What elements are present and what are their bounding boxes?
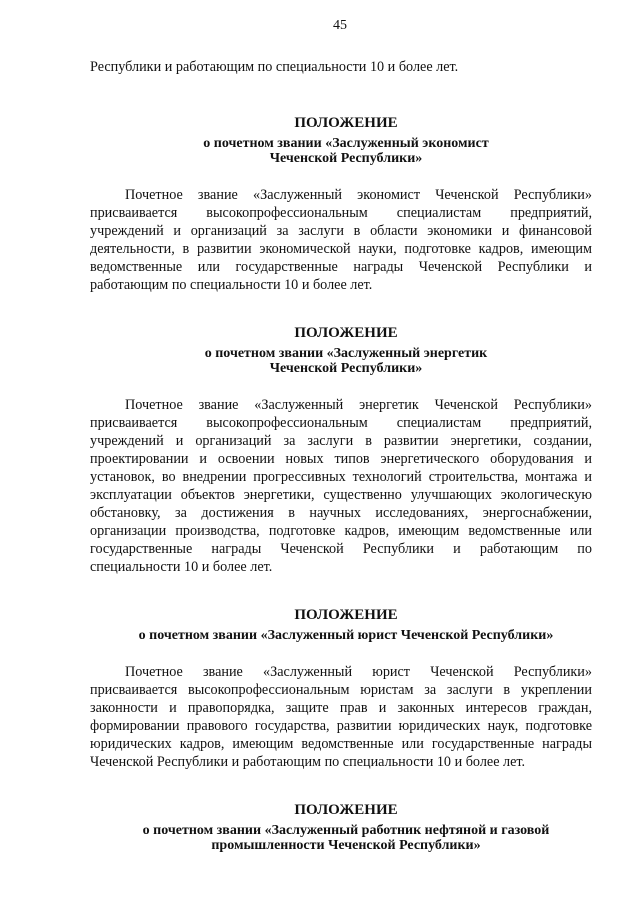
document-content xyxy=(90,58,592,883)
section-heading: ПОЛОЖЕНИЕ xyxy=(294,802,398,818)
page-number: 45 xyxy=(333,18,347,33)
section-energetic xyxy=(90,324,592,576)
section-heading: ПОЛОЖЕНИЕ xyxy=(294,325,398,341)
section-body: Почетное звание «Заслуженный экономист Чеченской Республики» присваивается высокопрофессиональным специалистам предприятий, учреждений и организаций за заслуги в области экономики и финансовой деятельности, в развитии экономической науки, подготовке кадров, имеющим ведомственные или государственные награды Чеченской Республики и работающим по специальности 10 и более лет. xyxy=(90,187,592,293)
section-subheading: о почетном звании «Заслуженный экономист Чеченской Республики» xyxy=(203,136,489,166)
section-body: Почетное звание «Заслуженный юрист Чеченской Республики» присваивается высокопрофессиональным юристам за заслуги в укреплении законности и правопорядка, защите прав и законных интересов граждан, формировании правового государства, развитии юридических наук, подготовке юридических кадров, имеющим ведомственные или государственные награды Чеченской Республики и работающим по специальности 10 и более лет. xyxy=(90,664,592,770)
section-oil-gas xyxy=(90,801,592,853)
section-heading: ПОЛОЖЕНИЕ xyxy=(294,115,398,131)
section-subheading: о почетном звании «Заслуженный работник нефтяной и газовой промышленности Чеченской Республики» xyxy=(142,823,550,853)
intro-line: Республики и работающим по специальности 10 и более лет. xyxy=(90,59,459,75)
section-economist xyxy=(90,114,592,294)
section-heading: ПОЛОЖЕНИЕ xyxy=(294,607,398,623)
section-lawyer xyxy=(90,606,592,771)
section-subheading: о почетном звании «Заслуженный юрист Чеченской Республики» xyxy=(138,628,554,643)
section-body: Почетное звание «Заслуженный энергетик Чеченской Республики» присваивается высокопрофессиональным специалистам предприятий, учреждений и организаций за заслуги в развитии энергетики, создании, проектировании и освоении новых типов энергетического оборудования и установок, во внедрении прогрессивных технологий строительства, монтажа и эксплуатации объектов энергетики, существенно улучшающих экологическую обстановку, за достижения в научных исследованиях, энергоснабжении, организации производства, подготовке кадров, имеющим ведомственные или государственные награды Чеченской Республики и работающим по специальности 10 и более лет. xyxy=(90,397,592,575)
section-subheading: о почетном звании «Заслуженный энергетик Чеченской Республики» xyxy=(204,346,488,376)
